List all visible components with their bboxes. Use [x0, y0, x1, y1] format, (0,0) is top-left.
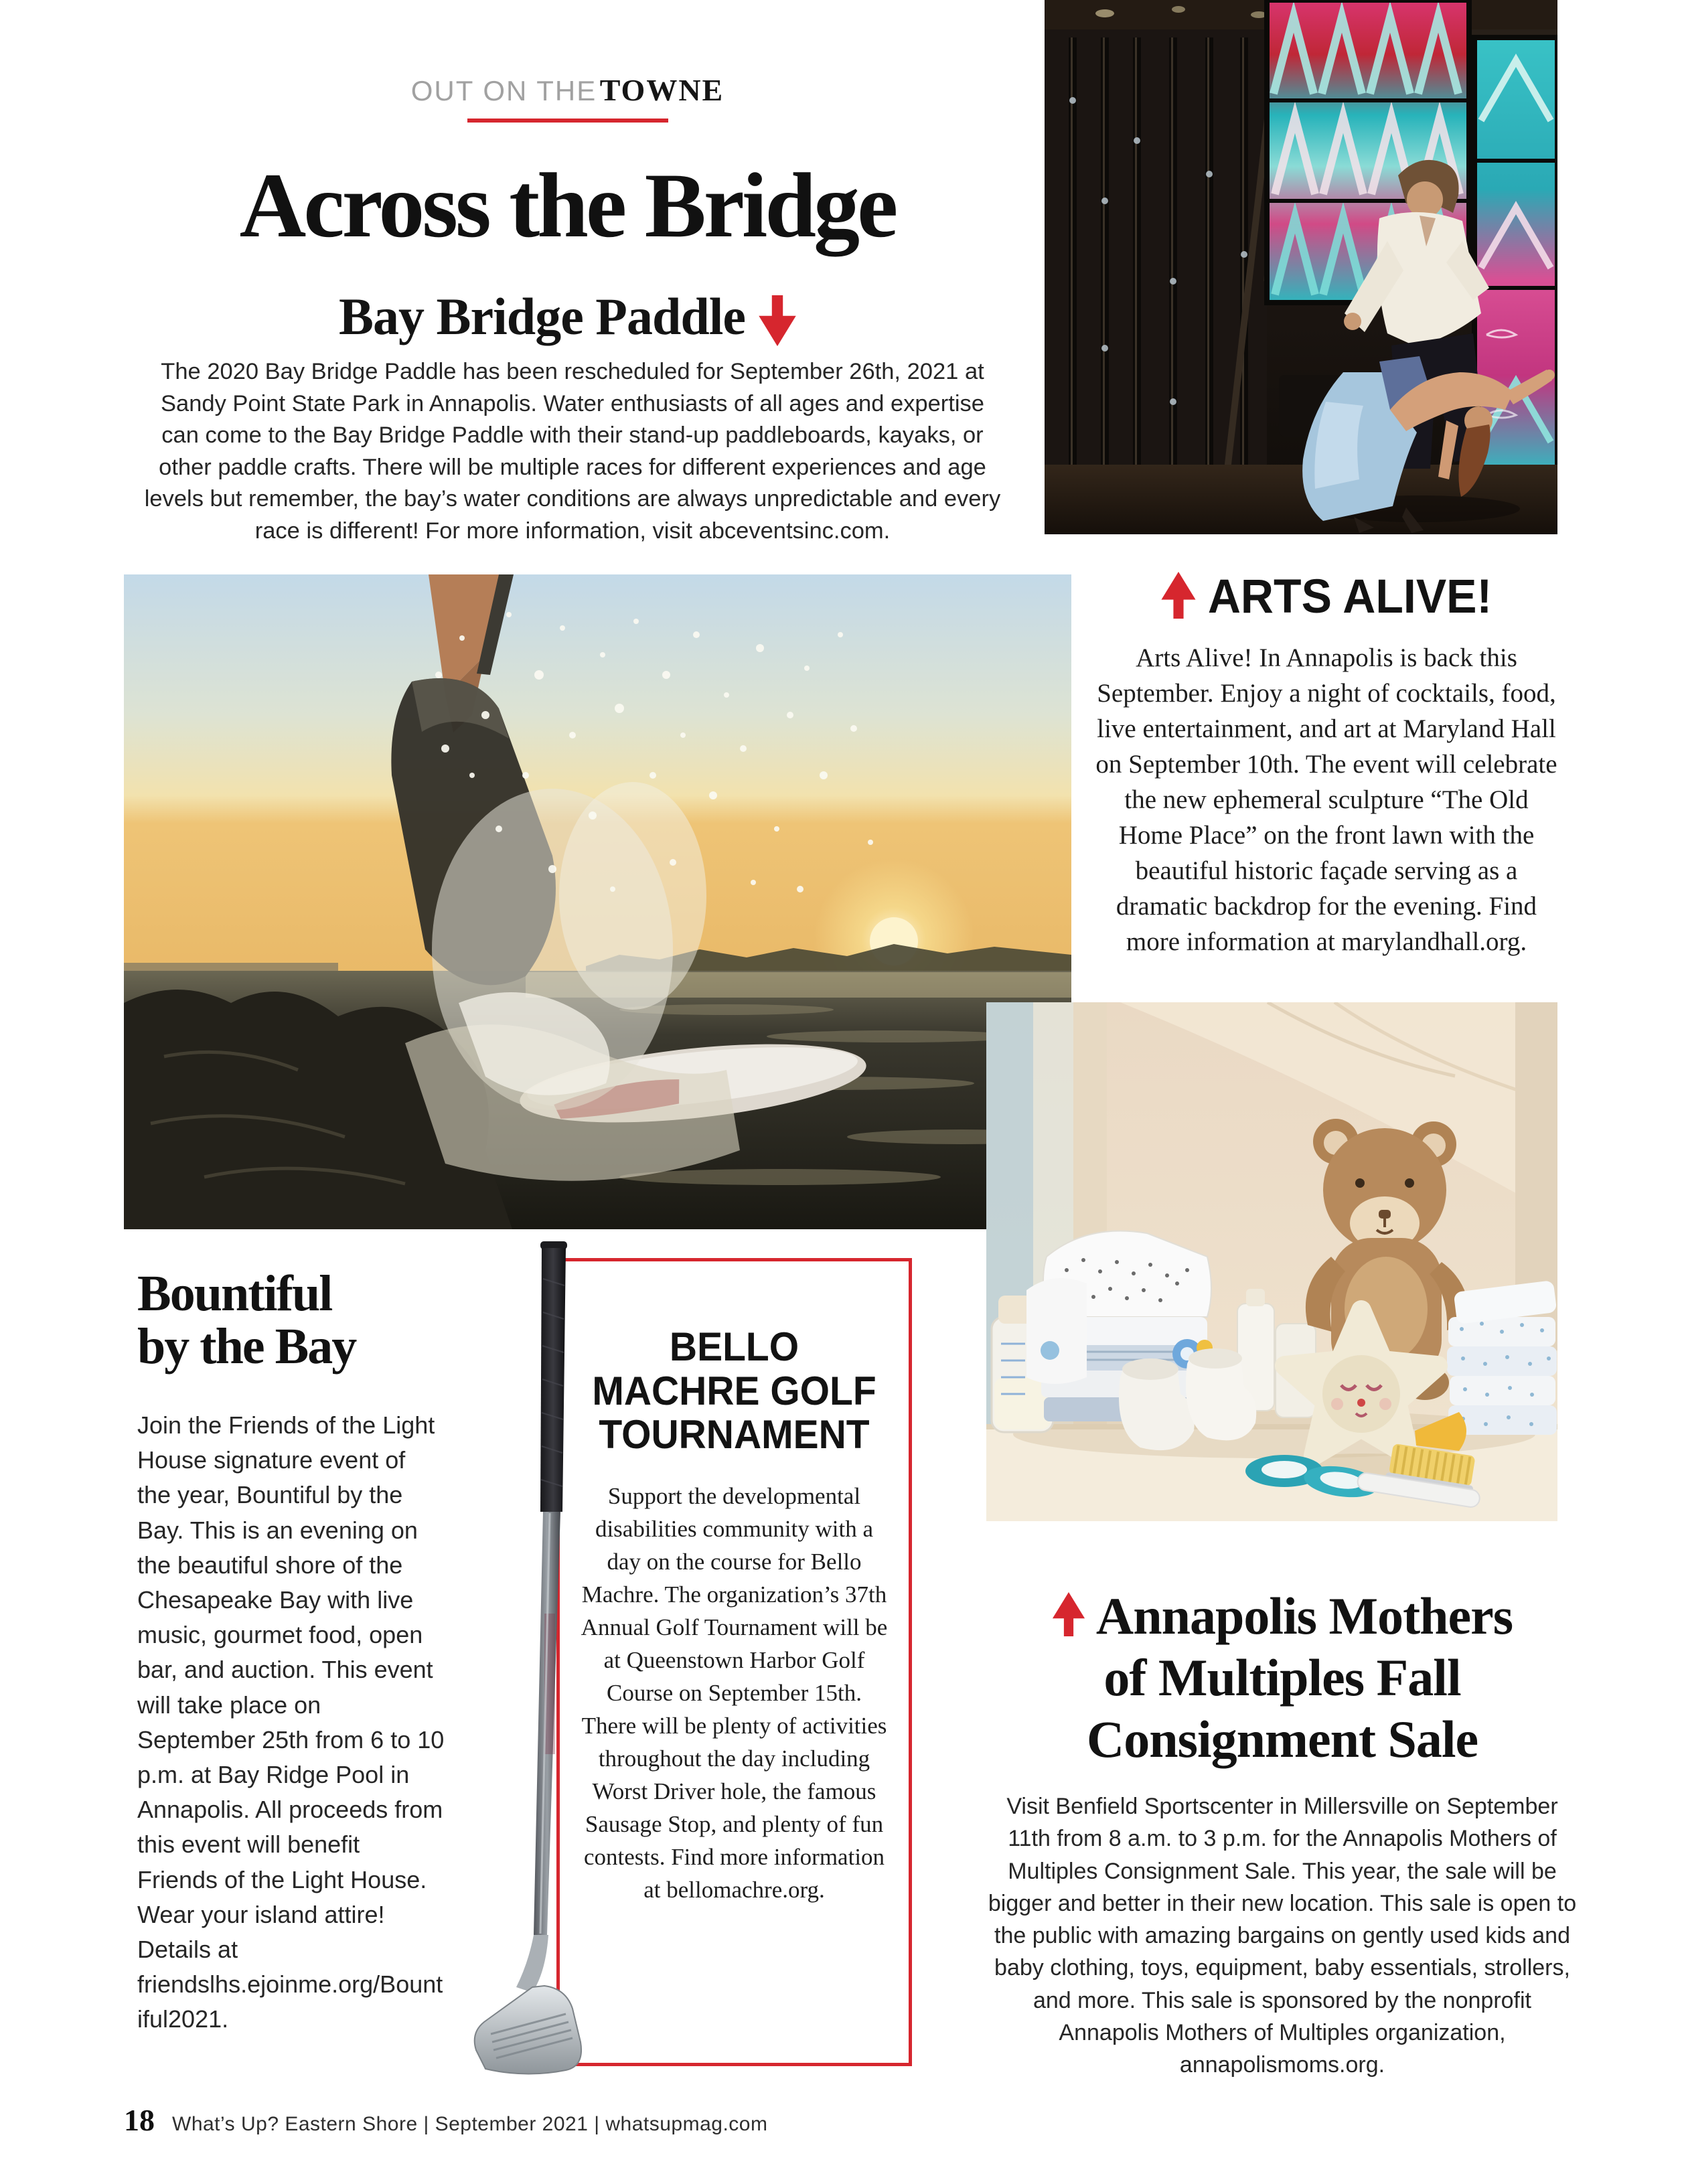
kicker-rule — [467, 119, 668, 123]
baby-items-photo — [986, 1002, 1557, 1521]
kicker-text — [124, 72, 1011, 108]
arts-alive-heading-row — [1090, 570, 1563, 623]
bountiful-body: Join the Friends of the Light House signature event of the year, Bountiful by the Bay. This is an evening on the beautiful shore of the Chesapeake Bay with live music, gourmet food, open bar, and auction. This event will take place on September 25th from 6 to 10 p.m. at Bay Ridge Pool in Annapolis. All proceeds from this event will benefit Friends of the Light House. Wear your island attire! Details at friendslhs.ejoinme.org/Bountiful2021. — [137, 1411, 445, 2033]
consignment-heading: Annapolis Mothers of Multiples Fall Consignment Sale — [988, 1585, 1577, 1770]
bello-machre-body: Support the developmental disabilities community with a day on the course for Bello Machre. The organization’s 37th Annual Golf Tournament will be at Queenstown Harbor Golf Course on September 15th. There will be plenty of activities throughout the day including Worst Driver hole, the famous Sausage Stop, and plenty of fun contests. Find more information at bellomachre.org. — [581, 1483, 888, 1903]
up-arrow-icon — [1161, 572, 1196, 622]
kicker-prefix: OUT ON THE — [410, 75, 597, 106]
bay-bridge-paddle-heading: Bay Bridge Paddle — [338, 287, 746, 345]
section-kicker — [124, 72, 1011, 123]
consignment-section — [988, 1585, 1577, 2081]
arts-alive-body: Arts Alive! In Annapolis is back this September. Enjoy a night of cocktails, food, live entertainment, and art at Maryland Hall on September 10th. The event will celebrate the new ephemeral sculpture “The Old Home Place” on the front lawn with the beautiful historic façade serving as a dramatic backdrop for the evening. Find more information at marylandhall.org. — [1095, 643, 1557, 957]
page-title: Across the Bridge — [239, 154, 896, 256]
up-arrow-icon — [1052, 1588, 1085, 1650]
bay-bridge-paddle-heading-row — [124, 287, 1011, 347]
kicker-brand: TOWNE — [599, 73, 724, 107]
stage-dancers-photo — [1045, 0, 1557, 534]
page-footer — [124, 2102, 1061, 2138]
bello-machre-heading: BELLO MACHRE GOLF TOURNAMENT — [592, 1324, 876, 1458]
arts-alive-section — [1090, 570, 1563, 959]
bay-paddle-splash-photo — [124, 574, 1071, 1229]
down-arrow-icon — [759, 295, 796, 349]
bountiful-section — [137, 1267, 445, 2037]
bay-bridge-paddle-body: The 2020 Bay Bridge Paddle has been rescheduled for September 26th, 2021 at Sandy Point State Park in Annapolis. Water enthusiasts of all ages and expertise can come to the Bay Bridge Paddle with their stand-up paddleboards, kayaks, or other paddle crafts. There will be multiple races for different experiences and age levels but remember, the bay’s water conditions are always unpredictable and every race is different! For more information, visit abceventsinc.com. — [144, 359, 1001, 544]
arts-alive-heading: ARTS ALIVE! — [1207, 570, 1493, 623]
consignment-body: Visit Benfield Sportscenter in Millersville on September 11th from 8 a.m. to 3 p.m. for the Annapolis Mothers of Multiples Consignment Sale. This year, the sale will be bigger and better in their new location. This sale is open to the public with amazing bargains on gently used kids and baby clothing, toys, equipment, baby essentials, strollers, and more. This sale is sponsored by the nonprofit Annapolis Mothers of Multiples organization, annapolismoms.org. — [988, 1794, 1577, 2078]
bountiful-heading: Bountiful by the Bay — [137, 1265, 356, 1375]
footer-credit: What’s Up? Eastern Shore | September 2021 | whatsupmag.com — [172, 2113, 768, 2135]
golf-club-photo — [465, 1239, 720, 2102]
page-number: 18 — [124, 2103, 155, 2137]
